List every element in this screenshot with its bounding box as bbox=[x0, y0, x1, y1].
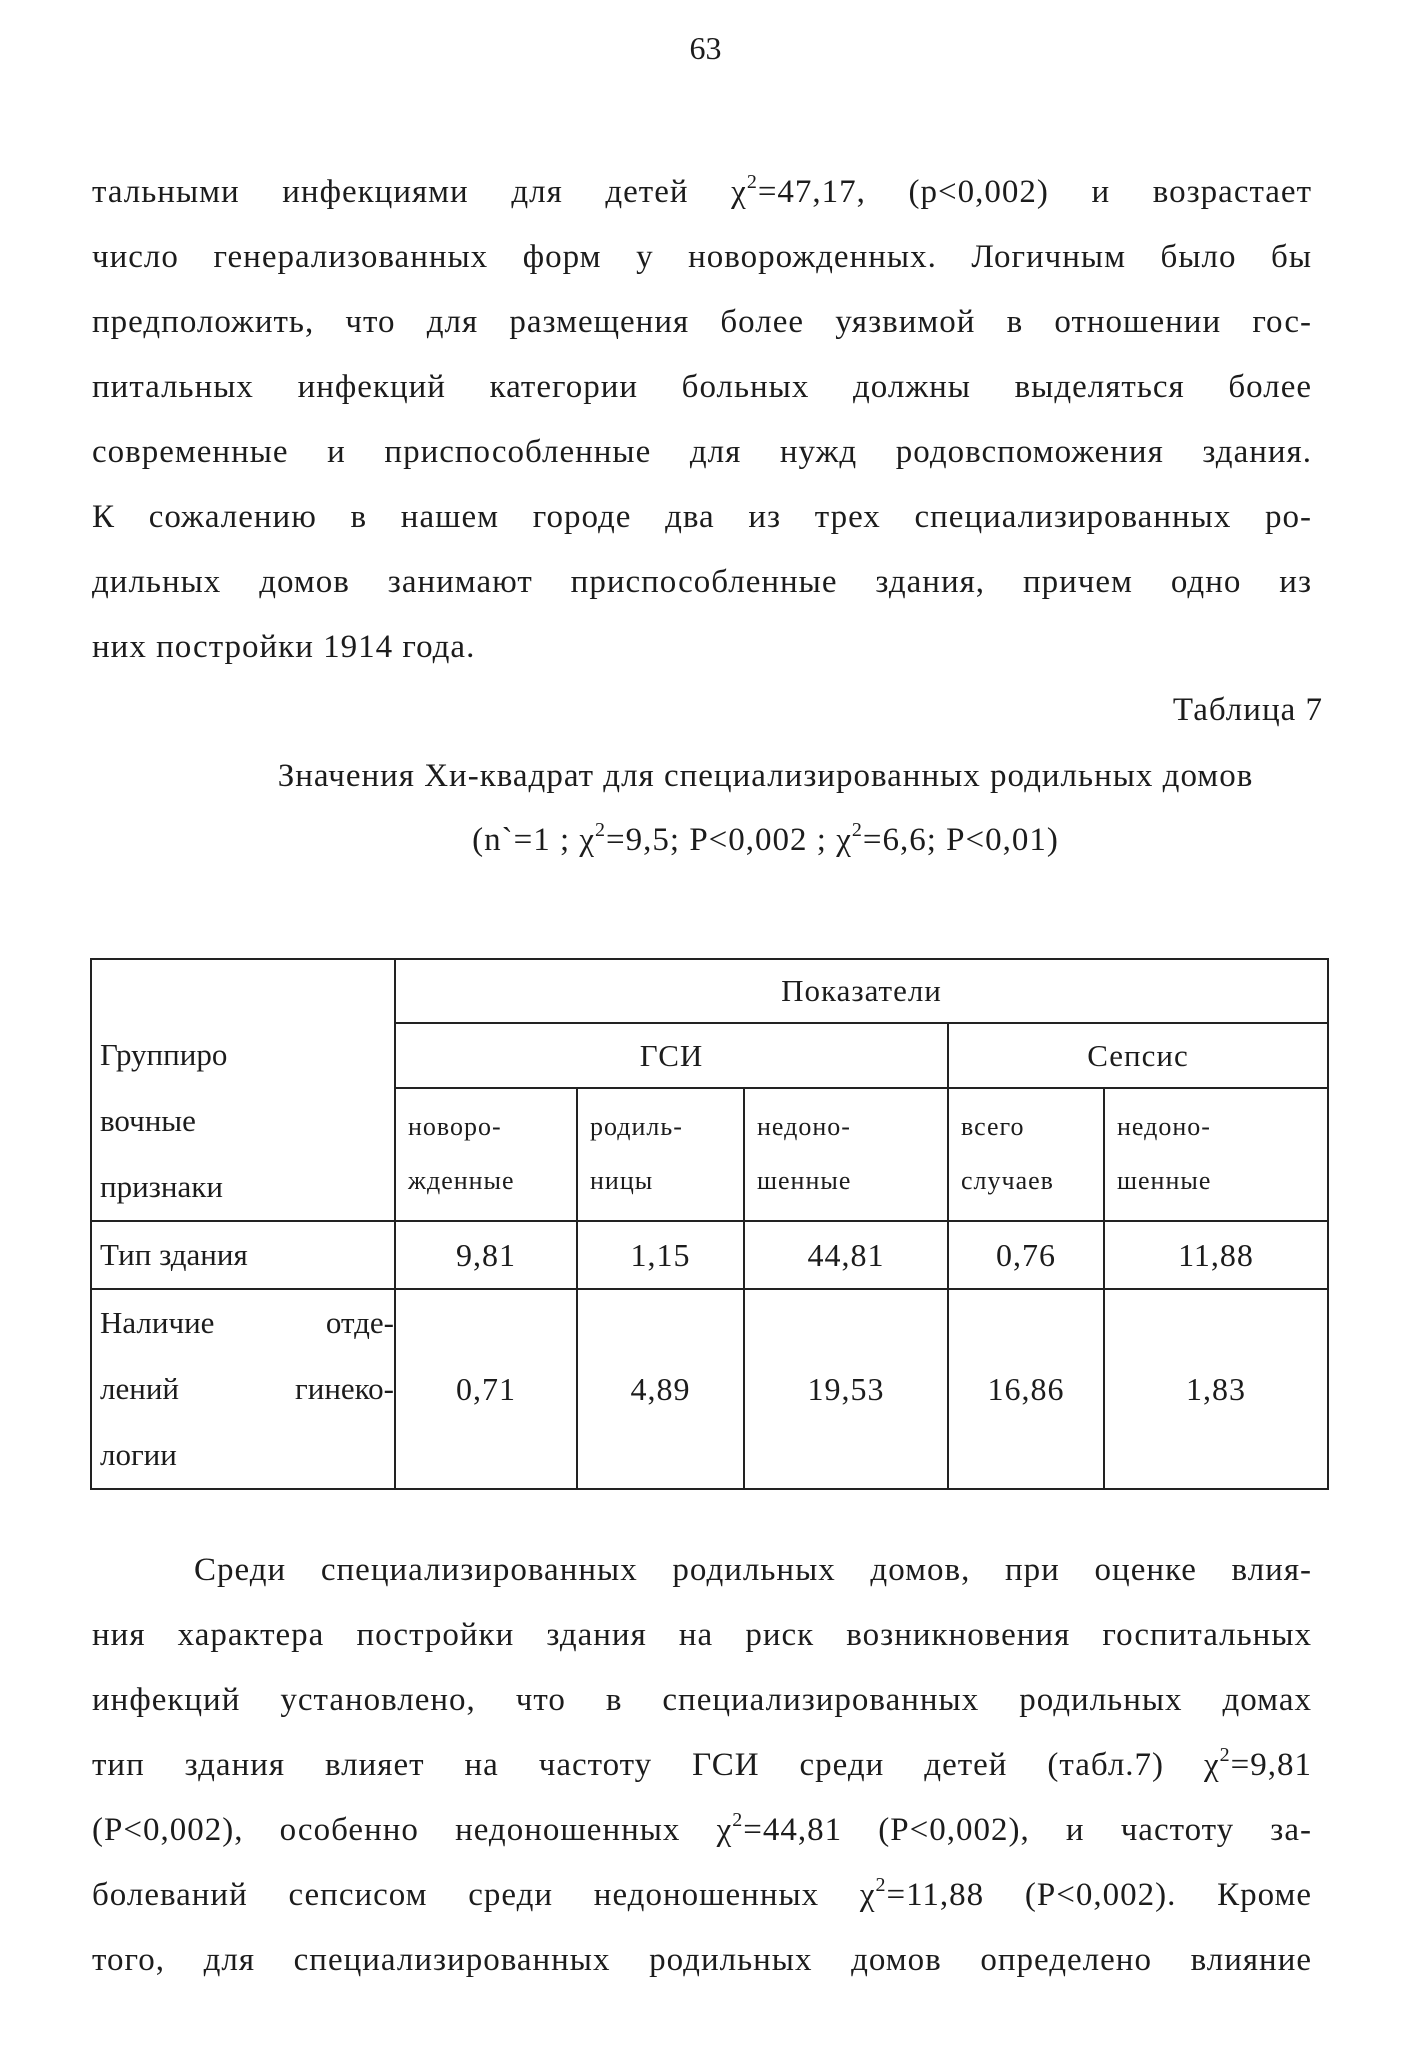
sepsis-header: Сепсис bbox=[948, 1023, 1328, 1087]
table-cell: 0,76 bbox=[948, 1221, 1104, 1289]
text-line: тип здания влияет на частоту ГСИ среди детей (табл.7) $\chi^2=9,81$ bbox=[92, 1744, 1312, 1783]
group-header-line: Группиро bbox=[100, 1037, 228, 1072]
table-number: Таблица 7 bbox=[1172, 692, 1323, 728]
table-cell: 4,89 bbox=[577, 1289, 744, 1489]
text-line: питальных инфекций категории больных должны выделяться более bbox=[92, 369, 1312, 405]
subheader-total-cases: всего случаев bbox=[948, 1088, 1104, 1221]
row-label: Наличие отде- лений гинеко- логии bbox=[91, 1289, 395, 1489]
table-title: Значения Хи-квадрат для специализированных родильных домов bbox=[277, 758, 1254, 794]
text-line: современные и приспособленные для нужд родовспоможения здания. bbox=[92, 434, 1312, 470]
text-line: того, для специализированных родильных домов определено влияние bbox=[92, 1942, 1312, 1978]
text-line: предположить, что для размещения более уязвимой в отношении гос- bbox=[92, 304, 1312, 340]
row-label: Тип здания bbox=[91, 1221, 395, 1289]
text-line: них постройки 1914 года. bbox=[92, 629, 476, 665]
paragraph-bottom bbox=[92, 1538, 1312, 1993]
table-cell: 0,71 bbox=[395, 1289, 577, 1489]
text-line: Среди специализированных родильных домов, при оценке влия- bbox=[194, 1552, 1312, 1588]
chi-square-table bbox=[90, 958, 1329, 1490]
table-cell: 11,88 bbox=[1104, 1221, 1328, 1289]
table-cell: 1,83 bbox=[1104, 1289, 1328, 1489]
text-line: К сожалению в нашем городе два из трех специализированных ро- bbox=[92, 499, 1312, 535]
page-number: 63 bbox=[689, 30, 722, 66]
table-row bbox=[91, 1289, 1328, 1489]
text-line: (P<0,002), особенно недоношенных $\chi^2=44,81$ (P<0,002), и частоту за- bbox=[92, 1809, 1312, 1848]
table-cell: 16,86 bbox=[948, 1289, 1104, 1489]
group-header-cell bbox=[91, 959, 395, 1221]
text-line: болеваний сепсисом среди недоношенных $\chi^2=11,88$ (P<0,002). Кроме bbox=[92, 1874, 1312, 1913]
subheader-sepsis-premature: недоно- шенные bbox=[1104, 1088, 1328, 1221]
text-line: ния характера постройки здания на риск возникновения госпитальных bbox=[92, 1617, 1312, 1653]
text-line: тальными инфекциями для детей $\chi^2=47,17$, (p<0,002) и возрастает bbox=[92, 171, 1313, 210]
indicators-header: Показатели bbox=[395, 959, 1328, 1023]
table-cell: 9,81 bbox=[395, 1221, 577, 1289]
text-line: дильных домов занимают приспособленные здания, причем одно из bbox=[92, 564, 1312, 600]
table-cell: 44,81 bbox=[744, 1221, 948, 1289]
table-params: (n`=1 ; $\chi^2=9,5$; P<0,002 ; $\chi^2=6,6$; P<0,01) bbox=[472, 819, 1059, 858]
text-line: число генерализованных форм у новорожденных. Логичным было бы bbox=[92, 239, 1312, 275]
paragraph-top bbox=[92, 160, 1312, 680]
group-header-line: признаки bbox=[100, 1169, 223, 1204]
text-line: инфекций установлено, что в специализированных родильных домах bbox=[92, 1682, 1312, 1718]
subheader-newborns: новоро- жденные bbox=[395, 1088, 577, 1221]
gsi-header: ГСИ bbox=[395, 1023, 948, 1087]
table-header-row bbox=[91, 959, 1328, 1023]
table-cell: 1,15 bbox=[577, 1221, 744, 1289]
subheader-premature: недоно- шенные bbox=[744, 1088, 948, 1221]
subheader-mothers: родиль- ницы bbox=[577, 1088, 744, 1221]
group-header-line: вочные bbox=[100, 1103, 196, 1138]
table-row bbox=[91, 1221, 1328, 1289]
table-cell: 19,53 bbox=[744, 1289, 948, 1489]
